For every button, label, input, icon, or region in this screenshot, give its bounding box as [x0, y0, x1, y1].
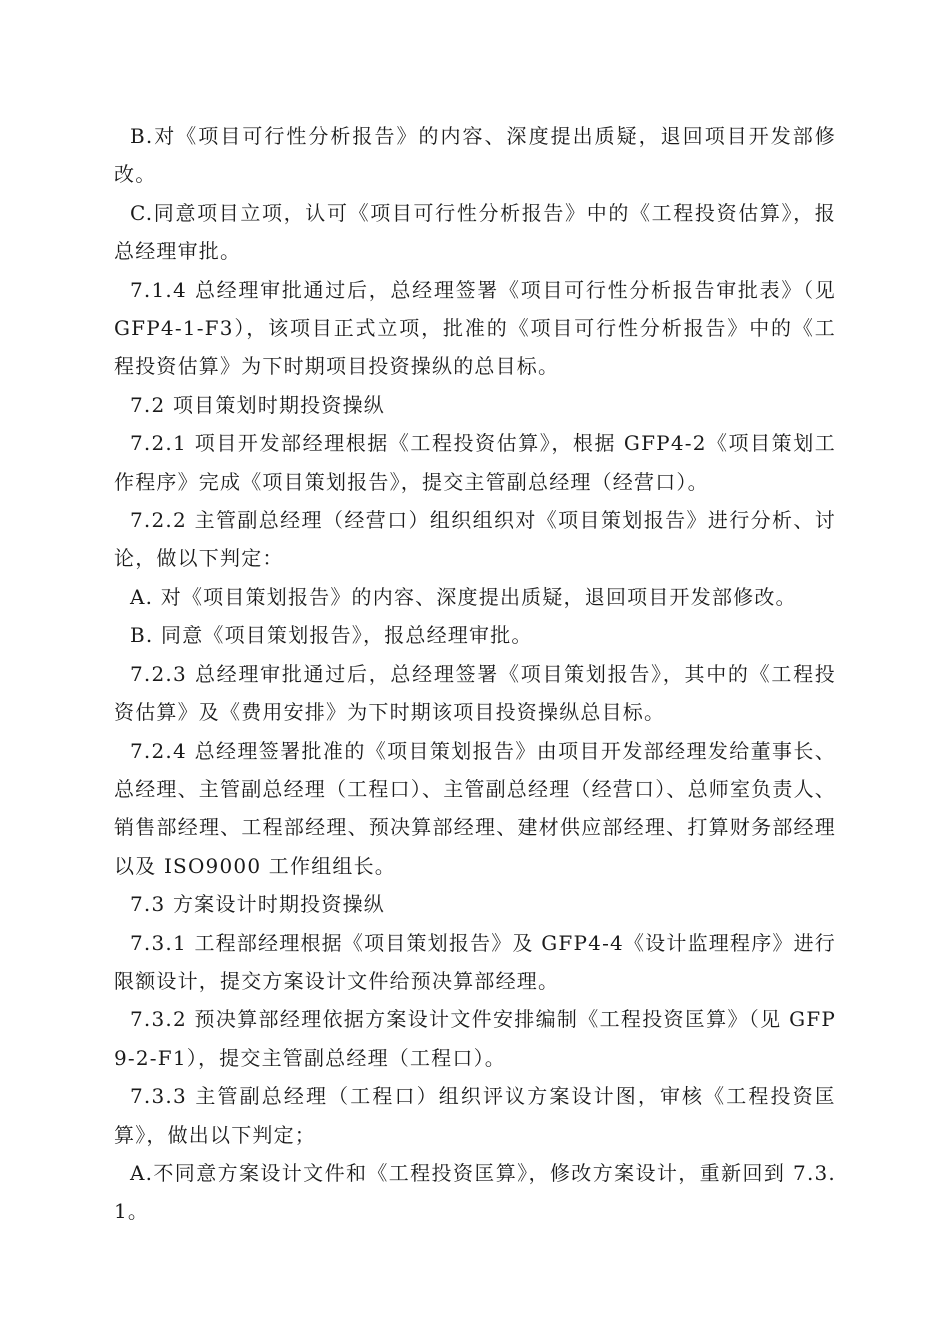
- paragraph-7-1-4: 7.1.4 总经理审批通过后，总经理签署《项目可行性分析报告审批表》（见 GFP4-1-F3），该项目正式立项，批准的《项目可行性分析报告》中的《工程投资估算》为下时期项目投资操纵的总目标。: [114, 277, 836, 379]
- section-heading-7-3: 7.3 方案设计时期投资操纵: [130, 892, 385, 917]
- paragraph-7-2-2: 7.2.2 主管副总经理（经营口）组织组织对《项目策划报告》进行分析、讨论，做以下判定：: [114, 508, 836, 571]
- paragraph-7-3-3: 7.3.3 主管副总经理（工程口）组织评议方案设计图，审核《工程投资匡算》，做出以下判定；: [114, 1084, 836, 1147]
- paragraph-7-2-4: 7.2.4 总经理签署批准的《项目策划报告》由项目开发部经理发给董事长、总经理、主管副总经理（工程口）、主管副总经理（经营口）、总师室负责人、销售部经理、工程部经理、预决算部经理、建材供应部经理、打算财务部经理以及 ISO9000 工作组组长。: [114, 738, 836, 878]
- paragraph-7-3-2: 7.3.2 预决算部经理依据方案设计文件安排编制《工程投资匡算》（见 GFP9-2-F1），提交主管副总经理（工程口）。: [114, 1007, 836, 1070]
- section-heading-7-2: 7.2 项目策划时期投资操纵: [130, 392, 385, 417]
- document-body: [114, 117, 836, 1231]
- paragraph-7-2-2-option-a: A. 对《项目策划报告》的内容、深度提出质疑，退回项目开发部修改。: [130, 584, 797, 609]
- paragraph-7-2-3: 7.2.3 总经理审批通过后，总经理签署《项目策划报告》，其中的《工程投资估算》及《费用安排》为下时期该项目投资操纵总目标。: [114, 661, 836, 725]
- paragraph-7-2-2-option-b: B. 同意《项目策划报告》，报总经理审批。: [130, 623, 533, 648]
- paragraph-7-3-3-option-a: A.不同意方案设计文件和《工程投资匡算》，修改方案设计，重新回到 7.3.1。: [114, 1160, 836, 1224]
- paragraph-option-b: B.对《项目可行性分析报告》的内容、深度提出质疑，退回项目开发部修改。: [114, 124, 836, 187]
- paragraph-option-c: C.同意项目立项，认可《项目可行性分析报告》中的《工程投资估算》，报总经理审批。: [114, 200, 836, 264]
- paragraph-7-2-1: 7.2.1 项目开发部经理根据《工程投资估算》，根据 GFP4-2《项目策划工作程序》完成《项目策划报告》，提交主管副总经理（经营口）。: [114, 431, 836, 494]
- paragraph-7-3-1: 7.3.1 工程部经理根据《项目策划报告》及 GFP4-4《设计监理程序》进行限额设计，提交方案设计文件给预决算部经理。: [114, 930, 836, 993]
